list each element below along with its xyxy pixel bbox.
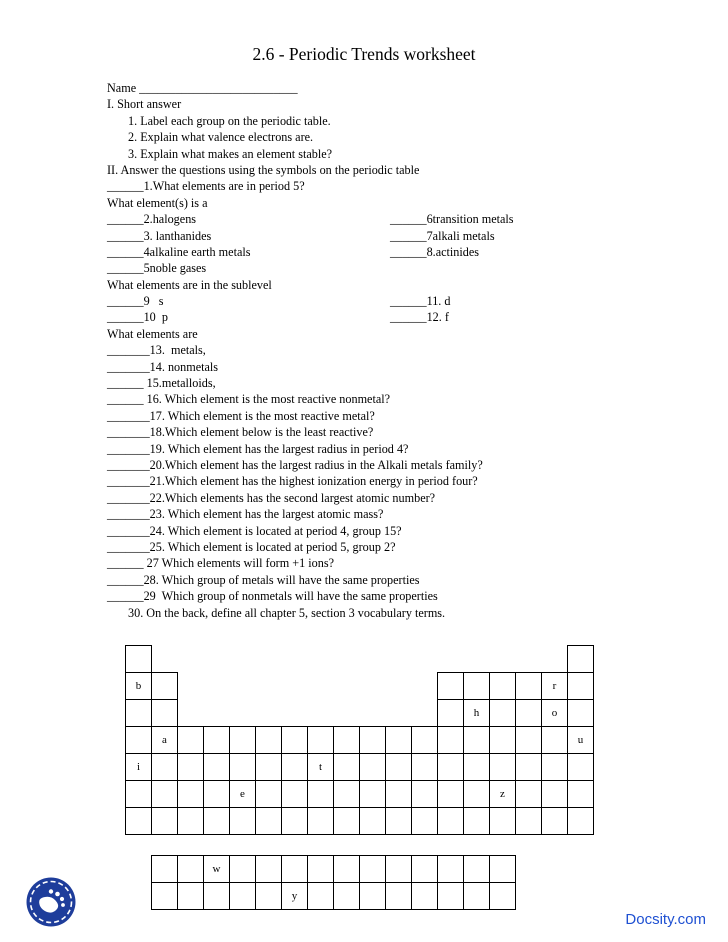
periodic-cell bbox=[151, 672, 178, 700]
line-text: What elements are in the sublevel bbox=[107, 277, 272, 292]
periodic-cell bbox=[489, 753, 516, 781]
line-text: Name __________________________ bbox=[107, 81, 298, 95]
periodic-cell bbox=[463, 726, 490, 754]
periodic-cell bbox=[489, 882, 516, 910]
periodic-cell bbox=[541, 726, 568, 754]
periodic-cell bbox=[125, 645, 152, 673]
line-text-right: ______8.actinides bbox=[390, 244, 480, 259]
worksheet-line bbox=[107, 326, 687, 342]
periodic-cell bbox=[125, 807, 152, 835]
periodic-cell bbox=[203, 807, 230, 835]
worksheet-line bbox=[107, 391, 687, 407]
line-text: _______24. Which element is located at period 4, group 15? bbox=[107, 523, 402, 538]
periodic-cell bbox=[411, 807, 438, 835]
periodic-cell bbox=[177, 807, 204, 835]
worksheet-line bbox=[107, 490, 687, 506]
periodic-cell bbox=[255, 807, 282, 835]
periodic-cell bbox=[333, 726, 360, 754]
periodic-cell bbox=[567, 672, 594, 700]
periodic-cell bbox=[177, 753, 204, 781]
periodic-cell bbox=[177, 882, 204, 910]
periodic-cell bbox=[385, 882, 412, 910]
line-text: _______23. Which element has the largest atomic mass? bbox=[107, 507, 384, 522]
periodic-cell-e: e bbox=[229, 780, 256, 808]
periodic-cell bbox=[489, 672, 516, 700]
periodic-cell bbox=[489, 807, 516, 835]
periodic-cell-b: b bbox=[125, 672, 152, 700]
line-text: What elements are bbox=[107, 326, 198, 341]
periodic-cell bbox=[203, 780, 230, 808]
line-text: _______25. Which element is located at period 5, group 2? bbox=[107, 539, 396, 554]
worksheet-line bbox=[107, 244, 687, 260]
worksheet-line bbox=[107, 96, 687, 112]
line-text: _______14. nonmetals bbox=[107, 359, 219, 374]
periodic-cell bbox=[333, 807, 360, 835]
periodic-cell bbox=[333, 753, 360, 781]
periodic-cell bbox=[151, 882, 178, 910]
line-text: 30. On the back, define all chapter 5, section 3 vocabulary terms. bbox=[128, 605, 446, 620]
periodic-cell bbox=[229, 855, 256, 883]
periodic-cell bbox=[489, 726, 516, 754]
periodic-cell bbox=[177, 855, 204, 883]
periodic-cell bbox=[151, 699, 178, 727]
line-text: ______5noble gases bbox=[107, 261, 207, 276]
periodic-cell bbox=[203, 882, 230, 910]
periodic-cell bbox=[151, 753, 178, 781]
periodic-cell bbox=[125, 726, 152, 754]
line-text: ______9 s bbox=[107, 294, 164, 309]
periodic-cell bbox=[125, 699, 152, 727]
periodic-cell bbox=[255, 882, 282, 910]
periodic-cell bbox=[541, 753, 568, 781]
periodic-cell bbox=[385, 753, 412, 781]
periodic-cell bbox=[229, 882, 256, 910]
periodic-cell bbox=[541, 807, 568, 835]
worksheet-line bbox=[107, 359, 687, 375]
periodic-cell bbox=[307, 726, 334, 754]
worksheet-line bbox=[107, 195, 687, 211]
periodic-cell bbox=[437, 726, 464, 754]
worksheet-line bbox=[107, 506, 687, 522]
periodic-cell bbox=[151, 780, 178, 808]
worksheet-line bbox=[107, 80, 687, 96]
periodic-cell bbox=[515, 780, 542, 808]
worksheet-line bbox=[107, 342, 687, 358]
line-text: 2. Explain what valence electrons are. bbox=[128, 130, 314, 145]
periodic-cell bbox=[177, 726, 204, 754]
line-text: _______17. Which element is the most reactive metal? bbox=[107, 408, 375, 423]
periodic-cell bbox=[567, 699, 594, 727]
line-text: 3. Explain what makes an element stable? bbox=[128, 146, 333, 161]
periodic-cell bbox=[541, 780, 568, 808]
periodic-cell bbox=[463, 855, 490, 883]
periodic-cell bbox=[567, 780, 594, 808]
periodic-cell bbox=[437, 699, 464, 727]
periodic-cell bbox=[411, 753, 438, 781]
periodic-cell bbox=[255, 855, 282, 883]
line-text: ______3. lanthanides bbox=[107, 228, 212, 243]
periodic-cell bbox=[151, 855, 178, 883]
periodic-cell bbox=[229, 807, 256, 835]
periodic-cell bbox=[307, 780, 334, 808]
periodic-cell bbox=[229, 753, 256, 781]
periodic-cell-z: z bbox=[489, 780, 516, 808]
line-text: ______2.halogens bbox=[107, 212, 197, 227]
periodic-cell bbox=[437, 807, 464, 835]
line-text: _______22.Which elements has the second largest atomic number? bbox=[107, 490, 436, 505]
line-text: II. Answer the questions using the symbols on the periodic table bbox=[107, 162, 420, 177]
worksheet-line bbox=[107, 260, 687, 276]
periodic-cell bbox=[125, 780, 152, 808]
periodic-cell bbox=[515, 699, 542, 727]
line-text: ______1.What elements are in period 5? bbox=[107, 179, 305, 194]
periodic-cell bbox=[437, 780, 464, 808]
periodic-cell bbox=[515, 807, 542, 835]
worksheet-line bbox=[107, 146, 687, 162]
page-title: 2.6 - Periodic Trends worksheet bbox=[252, 44, 476, 64]
periodic-cell bbox=[567, 645, 594, 673]
periodic-cell-a: a bbox=[151, 726, 178, 754]
periodic-cell bbox=[255, 780, 282, 808]
periodic-cell bbox=[281, 855, 308, 883]
worksheet-line bbox=[107, 228, 687, 244]
periodic-cell bbox=[281, 753, 308, 781]
worksheet-line bbox=[107, 555, 687, 571]
line-text: _______20.Which element has the largest radius in the Alkali metals family? bbox=[107, 457, 483, 472]
periodic-cell bbox=[411, 855, 438, 883]
docsity-link[interactable]: Docsity.com bbox=[625, 911, 706, 928]
periodic-cell bbox=[463, 807, 490, 835]
periodic-cell bbox=[489, 855, 516, 883]
periodic-cell bbox=[359, 753, 386, 781]
periodic-cell-i: i bbox=[125, 753, 152, 781]
periodic-cell bbox=[463, 672, 490, 700]
line-text: What element(s) is a bbox=[107, 195, 208, 210]
line-text: ______ 27 Which elements will form +1 ions? bbox=[107, 556, 335, 571]
periodic-cell bbox=[437, 753, 464, 781]
worksheet-line bbox=[107, 605, 687, 621]
line-text: _______18.Which element below is the least reactive? bbox=[107, 425, 374, 440]
periodic-cell bbox=[411, 780, 438, 808]
periodic-cell bbox=[515, 672, 542, 700]
periodic-cell bbox=[307, 882, 334, 910]
worksheet-body bbox=[107, 80, 687, 621]
periodic-cell bbox=[437, 882, 464, 910]
periodic-cell bbox=[385, 855, 412, 883]
periodic-cell bbox=[307, 807, 334, 835]
periodic-table bbox=[125, 645, 600, 915]
periodic-cell bbox=[177, 780, 204, 808]
line-text: ______ 16. Which element is the most reactive nonmetal? bbox=[107, 392, 391, 407]
periodic-cell bbox=[333, 855, 360, 883]
periodic-cell bbox=[229, 726, 256, 754]
worksheet-line bbox=[107, 277, 687, 293]
periodic-cell bbox=[203, 726, 230, 754]
worksheet-line bbox=[107, 572, 687, 588]
docsity-logo-icon bbox=[26, 877, 76, 927]
worksheet-line bbox=[107, 293, 687, 309]
periodic-cell bbox=[385, 726, 412, 754]
worksheet-line bbox=[107, 424, 687, 440]
periodic-cell bbox=[567, 807, 594, 835]
line-text: ______ 15.metalloids, bbox=[107, 376, 216, 391]
worksheet-line bbox=[107, 162, 687, 178]
line-text: _______19. Which element has the largest radius in period 4? bbox=[107, 441, 409, 456]
periodic-cell bbox=[333, 882, 360, 910]
periodic-cell-w: w bbox=[203, 855, 230, 883]
periodic-cell bbox=[385, 780, 412, 808]
periodic-cell-u: u bbox=[567, 726, 594, 754]
periodic-cell-r: r bbox=[541, 672, 568, 700]
worksheet-line bbox=[107, 441, 687, 457]
periodic-cell bbox=[281, 726, 308, 754]
periodic-cell bbox=[385, 807, 412, 835]
periodic-cell bbox=[437, 855, 464, 883]
periodic-cell bbox=[359, 855, 386, 883]
line-text: ______29 Which group of nonmetals will have the same properties bbox=[107, 589, 438, 604]
periodic-cell bbox=[463, 780, 490, 808]
worksheet-line bbox=[107, 375, 687, 391]
line-text: ______10 p bbox=[107, 310, 168, 325]
line-text-right: ______7alkali metals bbox=[390, 228, 495, 243]
line-text: ______28. Which group of metals will have the same properties bbox=[107, 572, 420, 587]
line-text: I. Short answer bbox=[107, 97, 182, 112]
worksheet-line bbox=[107, 523, 687, 539]
periodic-cell-o: o bbox=[541, 699, 568, 727]
worksheet-line bbox=[107, 457, 687, 473]
worksheet-line bbox=[107, 211, 687, 227]
periodic-cell bbox=[567, 753, 594, 781]
periodic-cell bbox=[359, 882, 386, 910]
worksheet-line bbox=[107, 113, 687, 129]
periodic-cell-y: y bbox=[281, 882, 308, 910]
worksheet-line bbox=[107, 408, 687, 424]
line-text-right: ______11. d bbox=[390, 294, 451, 309]
periodic-cell bbox=[307, 855, 334, 883]
line-text: _______13. metals, bbox=[107, 343, 206, 358]
periodic-cell bbox=[359, 780, 386, 808]
periodic-cell-h: h bbox=[463, 699, 490, 727]
line-text: 1. Label each group on the periodic table. bbox=[128, 113, 331, 128]
periodic-cell bbox=[255, 753, 282, 781]
periodic-cell bbox=[437, 672, 464, 700]
worksheet-line bbox=[107, 473, 687, 489]
worksheet-line bbox=[107, 588, 687, 604]
periodic-cell bbox=[411, 882, 438, 910]
periodic-cell-t: t bbox=[307, 753, 334, 781]
line-text: ______4alkaline earth metals bbox=[107, 244, 251, 259]
periodic-cell bbox=[463, 882, 490, 910]
periodic-cell bbox=[411, 726, 438, 754]
periodic-cell bbox=[203, 753, 230, 781]
periodic-cell bbox=[515, 726, 542, 754]
periodic-cell bbox=[359, 726, 386, 754]
worksheet-line bbox=[107, 129, 687, 145]
line-text-right: ______12. f bbox=[390, 310, 449, 325]
periodic-cell bbox=[359, 807, 386, 835]
line-text: _______21.Which element has the highest ionization energy in period four? bbox=[107, 474, 478, 489]
periodic-cell bbox=[463, 753, 490, 781]
periodic-cell bbox=[151, 807, 178, 835]
worksheet-line bbox=[107, 178, 687, 194]
periodic-cell bbox=[281, 780, 308, 808]
worksheet-line bbox=[107, 539, 687, 555]
periodic-cell bbox=[489, 699, 516, 727]
line-text-right: ______6transition metals bbox=[390, 212, 514, 227]
periodic-cell bbox=[515, 753, 542, 781]
periodic-cell bbox=[255, 726, 282, 754]
periodic-cell bbox=[333, 780, 360, 808]
worksheet-line bbox=[107, 309, 687, 325]
periodic-cell bbox=[281, 807, 308, 835]
